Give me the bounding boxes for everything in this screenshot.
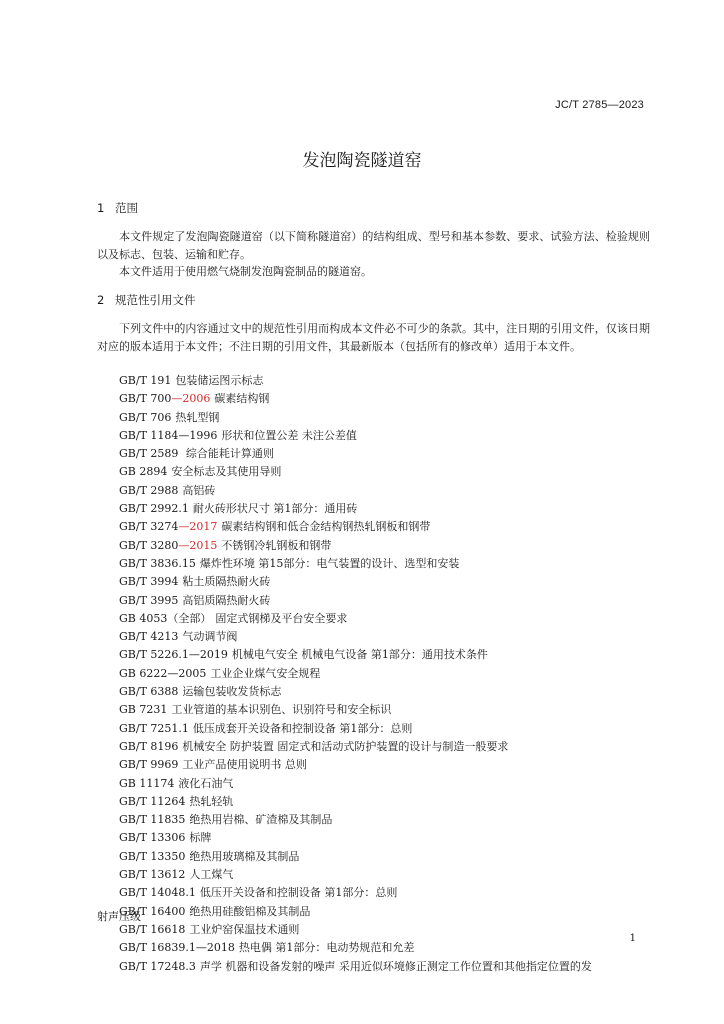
section-number: 2 [97,293,105,307]
reference-title: 爆炸性环境 第15部分：电气装置的设计、选型和安装 [199,556,460,570]
reference-item [119,903,650,921]
reference-code: GB/T 3274 [119,520,179,534]
reference-title: 低压成套开关设备和控制设备 第1部分：总则 [192,721,413,735]
reference-item [119,628,650,646]
reference-title: 机械安全 防护装置 固定式和活动式防护装置的设计与制造一般要求 [182,739,509,753]
reference-code: GB 11174 [119,776,175,790]
reference-code: GB/T 700 [119,392,172,406]
reference-title: 绝热用岩棉、矿渣棉及其制品 [189,813,333,827]
reference-item [119,592,650,610]
reference-title: 液化石油气 [178,776,234,790]
reference-year: 2017 [189,520,218,534]
reference-code: GB/T 3994 [119,575,179,589]
reference-item [119,756,650,774]
reference-code: GB/T 3836.15 [119,556,196,570]
reference-item [119,463,650,481]
reference-code: GB/T 2992.1 [119,502,189,516]
reference-code: GB/T 3995 [119,593,179,607]
reference-code: GB/T 16618 [119,922,186,936]
reference-item [119,555,650,573]
reference-wrap-tail: 射声压级 [97,910,141,923]
reference-code: GB 6222—2005 [119,666,207,680]
reference-title: 气动调节阀 [182,630,238,644]
reference-year: 2006 [182,392,211,406]
reference-code: GB/T 14048.1 [119,886,196,900]
reference-item [119,793,650,811]
reference-item [119,683,650,701]
reference-code: GB/T 17248.3 [119,959,196,973]
reference-item [119,482,650,500]
reference-item [119,921,650,939]
reference-title: 运输包装收发货标志 [182,685,282,699]
reference-item [119,573,650,591]
reference-title: 碳素结构钢和低合金结构钢热轧钢板和钢带 [221,520,431,534]
reference-item [119,701,650,719]
reference-item [119,866,650,884]
reference-item [119,646,650,664]
reference-title: 绝热用硅酸铝棉及其制品 [189,904,311,918]
reference-code: GB/T 3280 [119,538,179,552]
reference-title: 热轧轻轨 [189,794,234,808]
reference-title: 综合能耗计算通则 [182,447,274,461]
references-intro-text: 下列文件中的内容通过文中的规范性引用而构成本文件必不可少的条款。其中，注日期的引用文件，仅该日期对应的版本适用于本文件；不注日期的引用文件，其最新版本（包括所有的修改单）适用于本文件。 [97,322,650,353]
reference-item [119,445,650,463]
scope-paragraph-1 [97,228,650,263]
reference-year-dash: — [171,392,183,406]
reference-code: GB/T 2988 [119,483,179,497]
scope-text-2: 本文件适用于使用燃气烧制发泡陶瓷制品的隧道窑。 [119,265,372,278]
section-title: 范围 [115,201,138,215]
reference-title: 工业管道的基本识别色、识别符号和安全标识 [171,703,392,717]
section-title: 规范性引用文件 [115,293,196,307]
reference-title: 安全标志及其使用导则 [171,465,282,479]
reference-item [119,738,650,756]
reference-item [119,958,650,976]
reference-item [119,390,650,408]
reference-item [119,939,650,957]
reference-title: 标牌 [189,831,212,845]
reference-year-dash: — [178,520,190,534]
reference-item [119,829,650,847]
reference-code: GB/T 13612 [119,868,186,882]
section-heading-normative-references [97,292,196,308]
reference-item [119,427,650,445]
reference-title: 形状和位置公差 未注公差值 [221,428,357,442]
reference-code: GB 7231 [119,703,168,717]
reference-code: GB/T 16839.1—2018 [119,941,235,955]
reference-code: GB/T 6388 [119,685,179,699]
reference-code: GB/T 4213 [119,630,179,644]
reference-title: 工业企业煤气安全规程 [210,666,321,680]
reference-title: 包装储运图示标志 [175,374,264,387]
reference-title: 工业产品使用说明书 总则 [182,758,307,772]
section-number: 1 [97,201,105,215]
reference-title: 不锈钢冷轧钢板和钢带 [221,538,332,552]
reference-code: GB/T 5226.1—2019 [119,648,228,662]
reference-code: GB/T 8196 [119,739,179,753]
reference-title: 工业炉窑保温技术通则 [189,922,300,936]
reference-code: GB/T 9969 [119,758,179,772]
reference-year-dash: — [178,538,190,552]
reference-code: GB/T 13306 [119,831,186,845]
reference-item [119,884,650,902]
reference-code: GB/T 1184—1996 [119,428,218,442]
reference-item [119,409,650,427]
reference-title: 热轧型钢 [175,410,220,424]
references-intro-paragraph [97,320,650,355]
reference-year: 2015 [189,538,218,552]
reference-title: 碳素结构钢 [214,392,270,406]
reference-item [119,610,650,628]
reference-list [119,372,650,976]
reference-item [119,665,650,683]
reference-code: GB 2894 [119,465,168,479]
reference-title: 绝热用玻璃棉及其制品 [189,849,300,863]
reference-title: 人工煤气 [189,868,234,882]
scope-text-1: 本文件规定了发泡陶瓷隧道窑（以下简称隧道窑）的结构组成、型号和基本参数、要求、试验方法、检验规则以及标志、包装、运输和贮存。 [97,230,650,261]
reference-title: 热电偶 第1部分：电动势规范和允差 [238,941,415,955]
reference-item [119,500,650,518]
reference-title: 粘土质隔热耐火砖 [182,575,271,589]
page-number: 1 [629,933,636,944]
standard-code: JC/T 2785—2023 [555,99,644,111]
reference-title: 固定式钢梯及平台安全要求 [215,611,348,625]
reference-item [119,775,650,793]
reference-code: GB/T 7251.1 [119,721,189,735]
reference-code: GB/T 11264 [119,794,186,808]
reference-code: GB/T 13350 [119,849,186,863]
reference-title: 声学 机器和设备发射的噪声 采用近似环境修正测定工作位置和其他指定位置的发 [199,959,592,973]
reference-title: 低压开关设备和控制设备 第1部分：总则 [199,886,398,900]
reference-item [119,720,650,738]
reference-title: 高铝质隔热耐火砖 [182,593,271,607]
reference-title: 耐火砖形状尺寸 第1部分：通用砖 [192,502,358,516]
reference-item [119,518,650,536]
reference-item [119,848,650,866]
reference-item [119,811,650,829]
reference-code: GB/T 16400 [119,904,186,918]
reference-item [119,372,650,390]
reference-item [119,537,650,555]
reference-code: GB/T 2589 [119,447,179,461]
section-heading-scope [97,200,138,216]
reference-title: 高铝砖 [182,483,216,497]
scope-paragraph-2 [97,263,650,281]
document-title: 发泡陶瓷隧道窑 [302,151,422,171]
reference-code: GB/T 191 [119,374,172,387]
reference-code: GB/T 706 [119,410,172,424]
reference-title: 机械电气安全 机械电气设备 第1部分：通用技术条件 [231,648,488,662]
reference-code: GB/T 11835 [119,813,186,827]
reference-code: GB 4053（全部） [119,611,212,625]
